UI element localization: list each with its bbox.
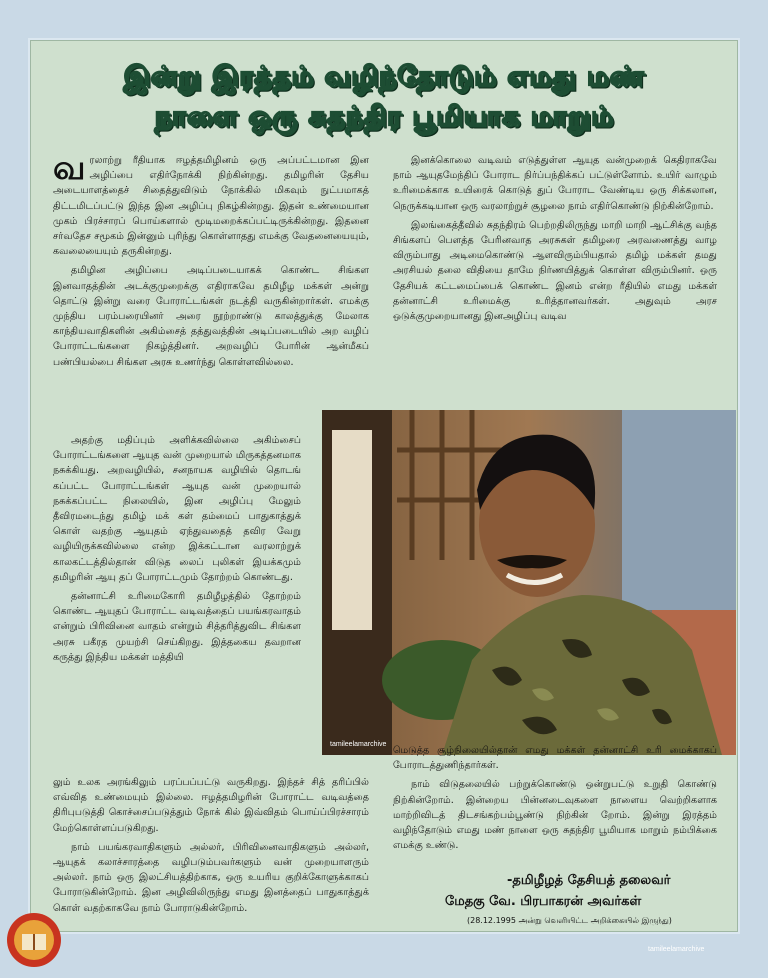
paragraph: இலங்கைத்தீவில் சுதந்திரம் பெற்றதிலிருந்து மாறி மாறி ஆட்சிக்கு வந்த சிங்களப் பௌத்த பேரினவாத அரசுகள் தமிழரை அரவணைத்து வாழ விரும்பாது அடிமைகொண்டு ஆளவிரும்பியதால் தமிழ் மக்கள் தமது அரசியல் தலை விதியை தாமே நிர்ணயித்துக் கொள்ள விரும்பினர். ஒரு தேசியக் கட்டமைப்பைக் கொண்ட இனம் என்ற ரீதியில் எமது மக்கள் தன்னாட்சி உரிமைக்கு உரித்தானவர்கள். அதுவும் அரச ஒடுக்குமுறையானது இனஅழிப்பு வடிவ xyxy=(393,219,717,323)
right-column-top xyxy=(393,153,717,328)
right-column-bottom xyxy=(393,743,717,857)
photo-watermark: tamileelamarchive xyxy=(330,741,387,748)
portrait-illustration xyxy=(322,410,736,755)
left-column-top xyxy=(53,148,369,374)
left-column-bottom xyxy=(53,775,369,920)
paragraph: அதற்கு மதிப்பும் அளிக்கவில்லை அகிம்சைப் போராட்டங்களை ஆயுத வன் முறையால் மிருகத்தனமாக நசுக்கியது. அறவழியில், சனநாயக வழியில் தொடங் கப்பட்ட போராட்டங்கள் ஆயுத வன் முறையால் நசுக்கப்பட்ட நிலையில், இன அழிப்பு மேலும் தீவிரமடைந்து தமிழ் மக் கள் தம்மைப் பாதுகாத்துக் கொள் வதற்கு ஆயுதம் ஏந்துவதைத் தவிர வேறு வழியிருக்கவில்லை என்ற இக்கட்டான வரலாற்றுக் காலகட்டத்தில்தான் விடுத லைப் புலிகள் இயக்கமும் தமிழரின் ஆயு தப் போராட்டமும் தோற்றம் கொண்டது. xyxy=(53,435,301,583)
paragraph: லும் உலக அரங்கிலும் பரப்பப்பட்டு வருகிறது. இந்தச் சித் தரிப்பில் எவ்வித உண்மையும் இல்லை. ஈழத்தமிழரின் போராட்ட வடிவத்தை திரிபுபடுத்தி கொச்சைப்படுத்தும் நோக் கில் இவ்விதம் பொய்ப்பிரச்சாரம் மேற்கொள்ளப்படுகிறது. xyxy=(53,777,369,834)
left-column-middle xyxy=(53,433,301,669)
archive-logo-icon xyxy=(6,912,62,968)
paragraph: தமிழின அழிப்பை அடிப்படையாகக் கொண்ட சிங்கள இனவாதத்தின் அடக்குமுறைக்கு எதிராகவே தமிழீழ மக்கள் அன்று தொட்டு இன்று வரை போராட்டங்கள் நடத்தி வருகின்றார்கள். எமக்கு முந்திய பரம்பரையினர் அரை நூற்றாண்டு காலத்துக்கு மேலாக காந்தியவாதிகளின் அகிம்சைத் தத்துவத்தின் அடிப்படையில் அற வழிப் போராட்டங்களை நிகழ்த்தினர். அறவழிப் போரின் ஆன்மீகப் பண்பியல்பை சிங்கள அரசு உணர்ந்து கொள்ளவில்லை. xyxy=(53,265,369,368)
footer-site-label: tamileelamarchive xyxy=(648,946,705,953)
source-note: (28.12.1995 அன்று வெளியிட்ட அறிக்கையில் இருந்து) xyxy=(467,916,672,925)
signature-title: -தமிழீழத் தேசியத் தலைவர் xyxy=(507,873,671,888)
paragraph: தன்னாட்சி உரிமைகோரி தமிழீழத்தில் தோற்றம் கொண்ட ஆயுதப் போராட்ட வடிவத்தைப் பயங்கரவாதம் என்றும் பிரிவினை வாதம் என்றும் சித்தரித்துவிட சிங்கள அரசு பகீரத முயற்சி செய்கிறது. இத்தகைய தவறான கருத்து இந்திய மக்கள் மத்தியி xyxy=(53,591,301,663)
drop-cap: வ xyxy=(53,148,86,188)
headline-line-2: நாளை ஒரு சுதந்திர பூமியாக மாறும் xyxy=(154,101,614,132)
article-page xyxy=(30,40,738,932)
signature-name: மேதகு வே. பிரபாகரன் அவர்கள் xyxy=(445,894,642,909)
paragraph: வரலாற்று ரீதியாக ஈழத்தமிழினம் ஒரு அப்பட்டமான இன அழிப்பை எதிர்நோக்கி நிற்கின்றது. தமிழரின் தேசிய அடையாளத்தைச் சிதைத்துவிடும் நோக்கில் மிகவும் நுட்பமாகத் திட்டமிடப்பட்டு இந்த இன அழிப்பு நிகழ்கின்றது. இதன் உண்மையான முகம் பிரச்சாரப் பொய்களால் மூடிமறைக்கப்பட்டிருக்கின்றது. இதனை சர்வதேச சமூகம் இன்னும் புரிந்து கொள்ளாதது எமக்கு வேதனையையும், கவலையையும் தருகின்றது. xyxy=(53,148,369,258)
headline-line-1: இன்று இரத்தம் வழிந்தோடும் எமது மண் xyxy=(123,61,645,92)
paragraph: நாம் விடுதலையில் பற்றுக்கொண்டு ஒன்றுபட்டு உறுதி கொண்டு நிற்கின்றோம். இன்றைய பின்னடைவுகளை நாளைய வெற்றிகளாக மாற்றிவிடத் திடசங்கற்பம்பூண்டு நிற்கின் றோம். இன்று இரத்தம் வழிந்தோடும் எமது மண் நாளை ஒரு சுதந்திர பூமியாக மாறும் நம்பிக்கை எமக்கு உண்டு. xyxy=(393,779,717,852)
paragraph: இனக்கொலை வடிவம் எடுத்துள்ள ஆயுத வன்முறைக் கெதிராகவே நாம் ஆயுதமேந்திப் போராட நிர்ப்பந்திக்கப் பட்டுள்ளோம். உயிர் வாழும் உரிமைக்காக உயிரைக் கொடுத் துப் போராட வேண்டிய ஒரு சிக்கலான, நெருக்கடியான ஒரு வரலாற்றுச் சூழலை நாம் எதிர்கொண்டு நிற்கின்றோம். xyxy=(393,155,717,212)
leader-photo xyxy=(322,410,736,755)
paragraph: மெடுத்த சூழ்நிலையில்தான் எமது மக்கள் தன்னாட்சி உரி மைக்காகப் போராடத்துணிந்தார்கள். xyxy=(393,745,717,772)
paragraph: நாம் பயங்கரவாதிகளும் அல்லர், பிரிவினைவாதிகளும் அல்லர், ஆயுதக் கலாச்சாரத்தை வழிபடும்பவர்களும் வன் முறையாளரும் அல்லர். நாம் ஒரு இலட்சியத்திற்காக, ஒரு உயரிய குறிக்கோளுக்காகப் போராடுகின்றோம். இன அழிவிலிருந்து எமது இனத்தைப் பாதுகாத்துக் கொள் வதற்காகவே நாம் போராடுகின்றோம். xyxy=(53,841,369,914)
